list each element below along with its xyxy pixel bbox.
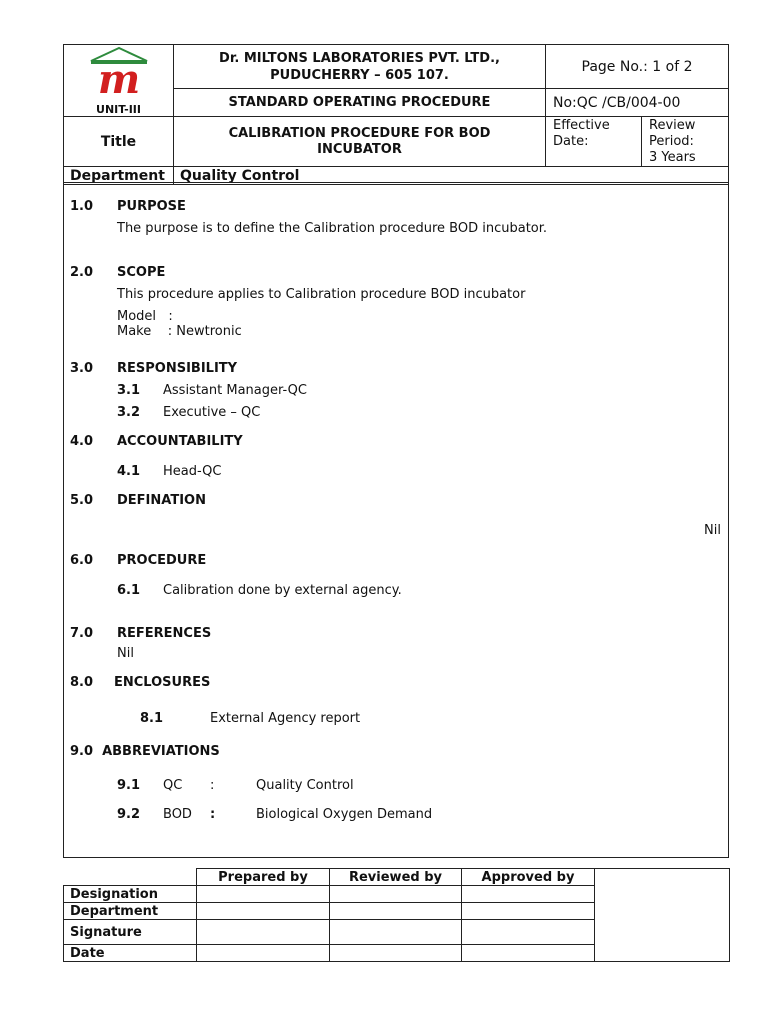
unit-label: UNIT-III — [96, 103, 141, 116]
section-heading: PURPOSE — [117, 199, 186, 214]
section-heading: ACCOUNTABILITY — [117, 434, 243, 449]
subsection-number: 8.1 — [140, 711, 164, 726]
abbreviation-meaning: Biological Oxygen Demand — [256, 807, 433, 822]
subsection-text: Calibration done by external agency. — [163, 583, 402, 598]
section-text: Nil — [704, 523, 721, 538]
approved-department — [462, 903, 595, 920]
subsection-number: 4.1 — [117, 464, 141, 479]
section-heading: 9.0 ABBREVIATIONS — [70, 744, 220, 759]
section-text: The purpose is to define the Calibration procedure BOD incubator. — [117, 221, 548, 236]
subsection-number: 9.1 — [117, 778, 141, 793]
abbreviation: BOD — [163, 807, 192, 822]
subsection-text: Assistant Manager-QC — [163, 383, 307, 398]
signoff-table — [63, 868, 730, 962]
review-period: Review Period: 3 Years — [642, 117, 729, 167]
document-header — [63, 44, 729, 185]
section-number: 8.0 — [70, 675, 94, 690]
section-number: 2.0 — [70, 265, 94, 280]
section-number: 7.0 — [70, 626, 94, 641]
effective-date: Effective Date: — [546, 117, 642, 167]
abbreviation-colon: : — [210, 807, 216, 822]
section-heading: ENCLOSURES — [114, 675, 211, 690]
abbreviation-colon: : — [210, 778, 215, 793]
department-value: Quality Control — [174, 167, 729, 185]
company-logo — [64, 45, 174, 117]
subsection-text: External Agency report — [210, 711, 361, 726]
department-label: Department — [64, 167, 174, 185]
approved-by-header: Approved by — [462, 869, 595, 886]
reviewed-signature — [330, 920, 462, 945]
section-number: 6.0 — [70, 553, 94, 568]
title-label: Title — [64, 117, 174, 167]
section-text: Nil — [117, 646, 134, 661]
approved-date — [462, 945, 595, 962]
subsection-text: Head-QC — [163, 464, 222, 479]
section-number: 1.0 — [70, 199, 94, 214]
company-name: Dr. MILTONS LABORATORIES PVT. LTD., PUDUCHERRY – 605 107. — [174, 45, 546, 89]
prepared-signature — [197, 920, 330, 945]
make-line: Make : Newtronic — [117, 324, 242, 339]
section-text: This procedure applies to Calibration procedure BOD incubator — [117, 287, 526, 302]
prepared-department — [197, 903, 330, 920]
logo-icon — [69, 45, 169, 105]
page-number: Page No.: 1 of 2 — [546, 45, 729, 89]
section-number: 4.0 — [70, 434, 94, 449]
section-number: 5.0 — [70, 493, 94, 508]
abbreviation-meaning: Quality Control — [256, 778, 354, 793]
model-line: Model : — [117, 309, 173, 324]
row-label-department: Department — [64, 903, 197, 920]
section-heading: PROCEDURE — [117, 553, 207, 568]
subsection-number: 3.2 — [117, 405, 141, 420]
prepared-date — [197, 945, 330, 962]
reviewed-date — [330, 945, 462, 962]
subsection-text: Executive – QC — [163, 405, 261, 420]
reviewed-designation — [330, 886, 462, 903]
prepared-by-header: Prepared by — [197, 869, 330, 886]
approved-designation — [462, 886, 595, 903]
section-number: 3.0 — [70, 361, 94, 376]
section-heading: DEFINATION — [117, 493, 206, 508]
sop-label: STANDARD OPERATING PROCEDURE — [174, 89, 546, 117]
row-label-signature: Signature — [64, 920, 197, 945]
subsection-number: 9.2 — [117, 807, 141, 822]
row-label-date: Date — [64, 945, 197, 962]
prepared-designation — [197, 886, 330, 903]
abbreviation: QC — [163, 778, 183, 793]
sop-body — [63, 182, 729, 858]
stamp-area — [595, 869, 730, 962]
section-heading: REFERENCES — [117, 626, 212, 641]
section-heading: RESPONSIBILITY — [117, 361, 238, 376]
reviewed-department — [330, 903, 462, 920]
section-heading: SCOPE — [117, 265, 166, 280]
subsection-number: 6.1 — [117, 583, 141, 598]
reviewed-by-header: Reviewed by — [330, 869, 462, 886]
approved-signature — [462, 920, 595, 945]
svg-text:m: m — [97, 56, 140, 103]
subsection-number: 3.1 — [117, 383, 141, 398]
row-label-designation: Designation — [64, 886, 197, 903]
document-title: CALIBRATION PROCEDURE FOR BOD INCUBATOR — [174, 117, 546, 167]
document-number: No:QC /CB/004-00 — [546, 89, 729, 117]
